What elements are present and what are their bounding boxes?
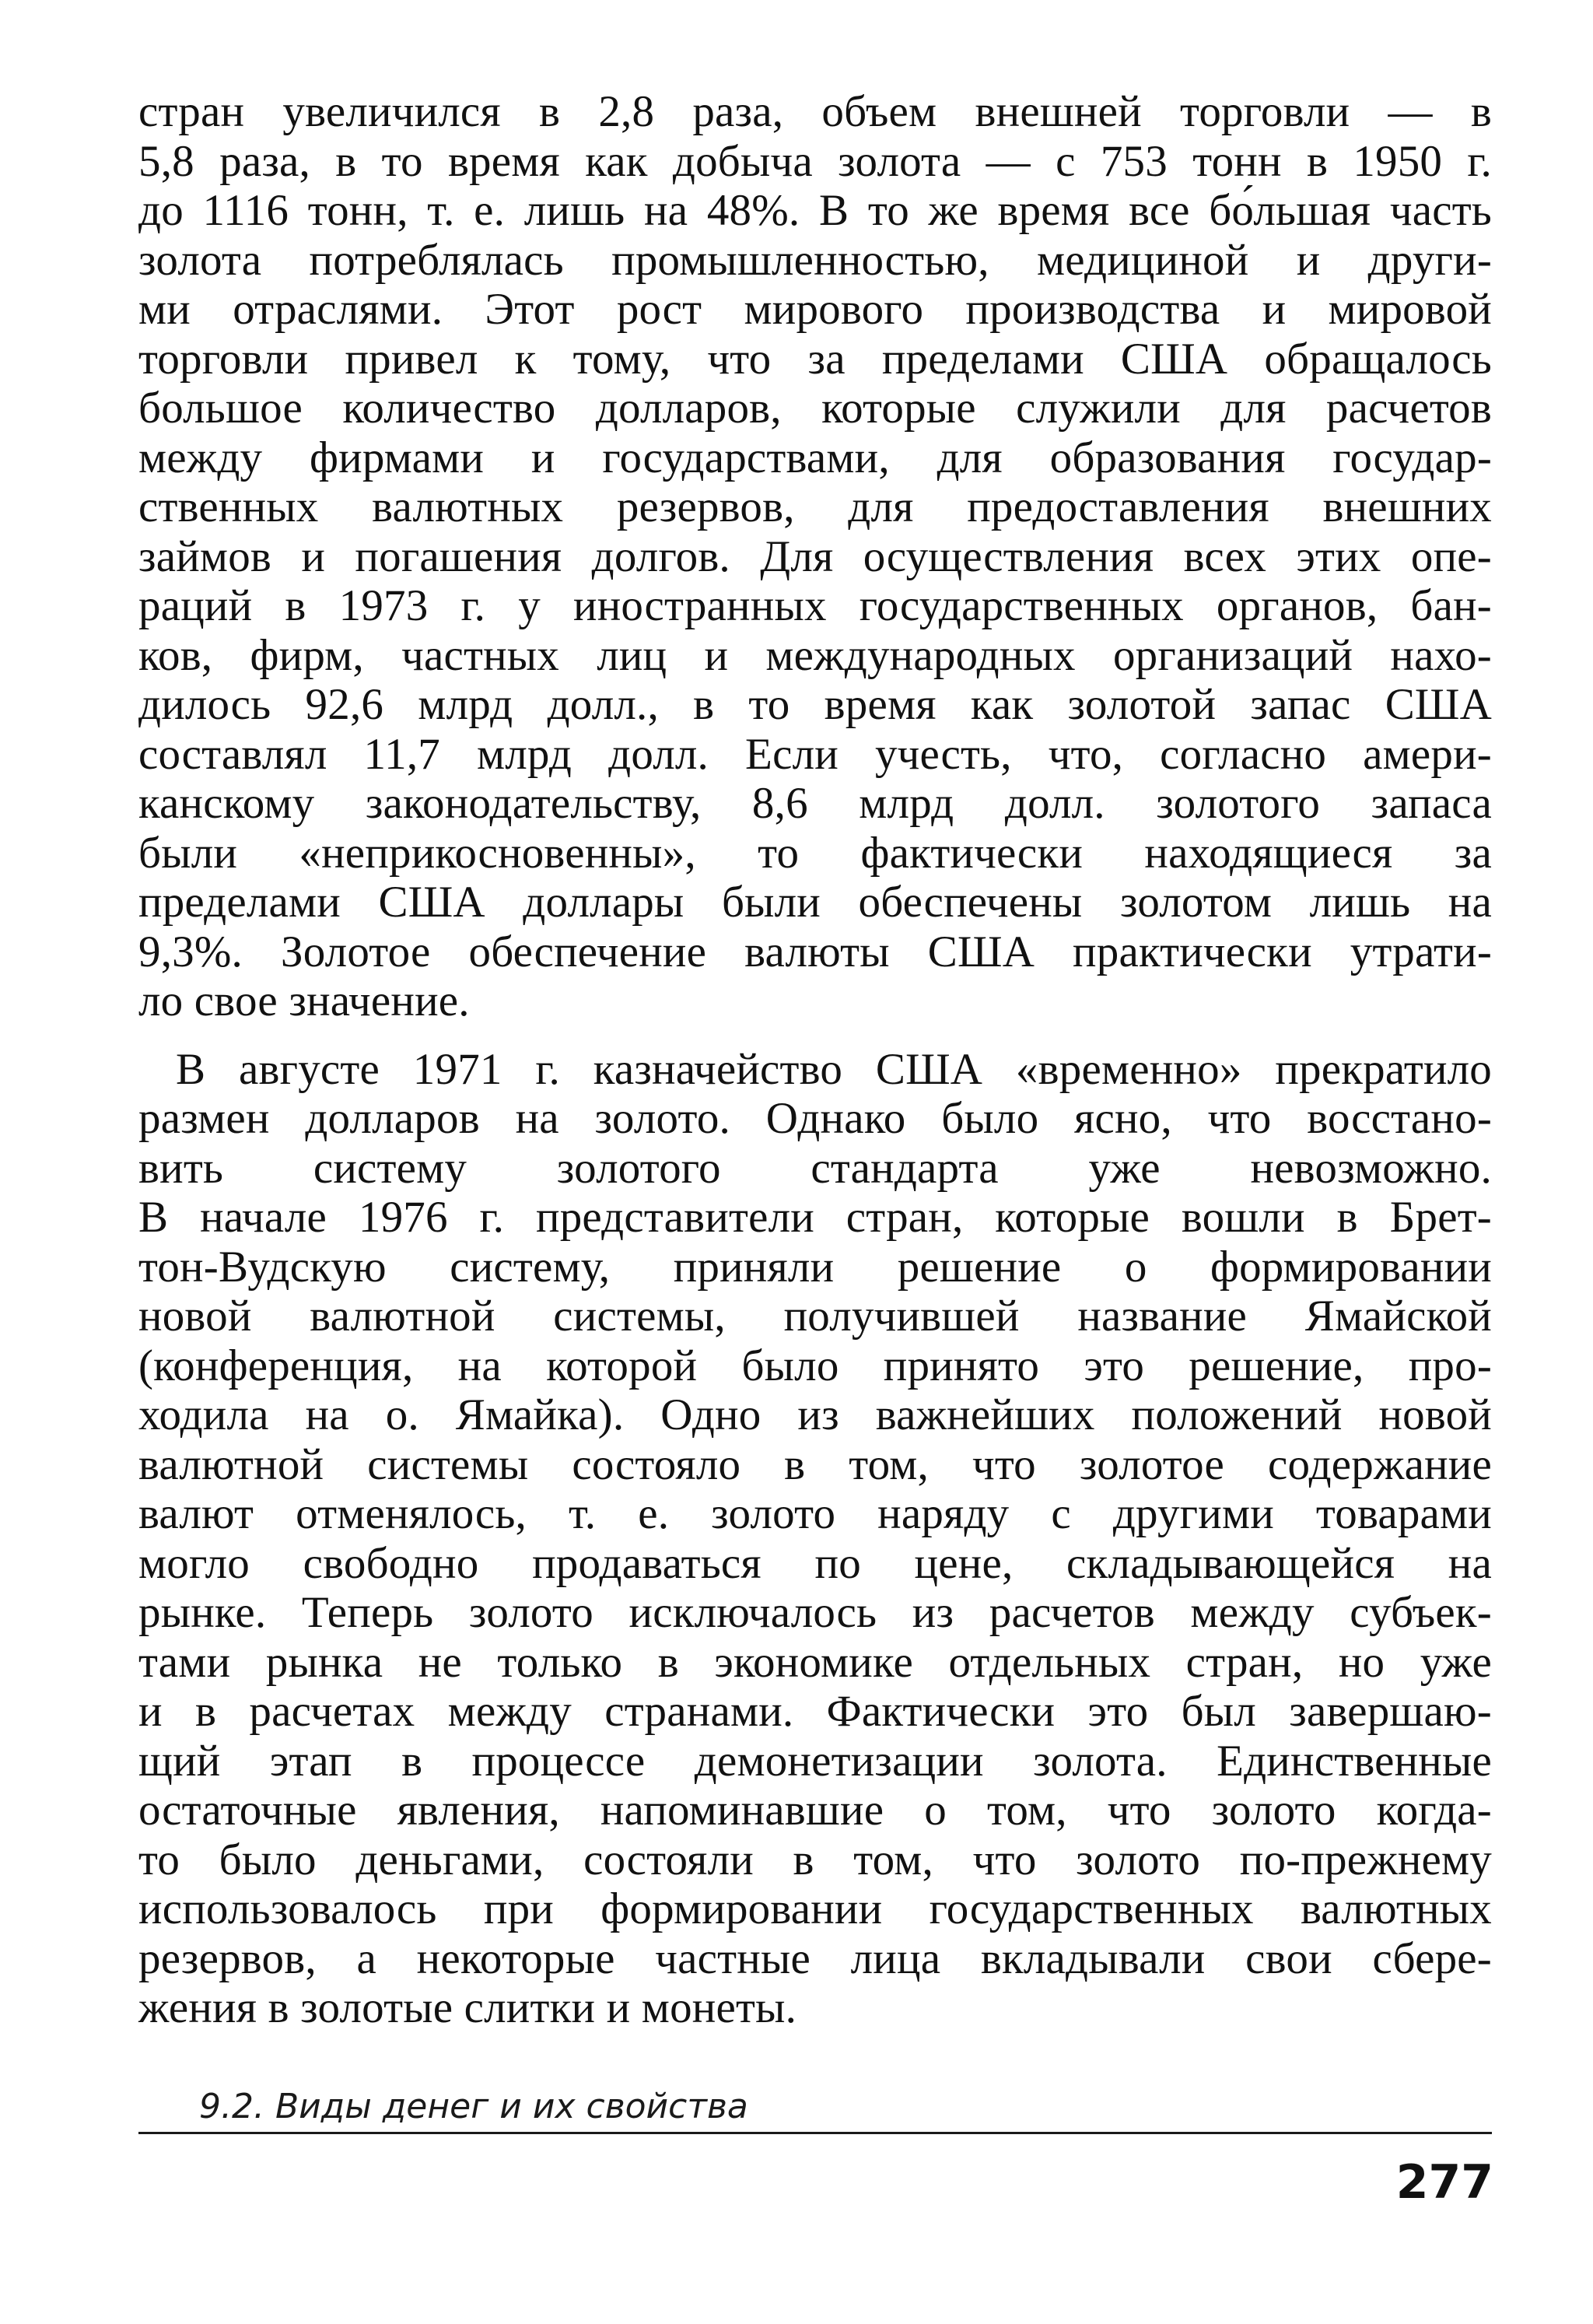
- text-line: 9,3%. Золотое обеспечение валюты США практически утрати-: [138, 927, 1492, 976]
- text-line: торговли привел к тому, что за пределами США обращалось: [138, 334, 1492, 384]
- text-line: тами рынка не только в экономике отдельных стран, но уже: [138, 1637, 1492, 1687]
- text-line: В начале 1976 г. представители стран, которые вошли в Брет-: [138, 1193, 1492, 1242]
- text-line: то было деньгами, состояли в том, что золото по-прежнему: [138, 1835, 1492, 1884]
- text-line: ственных валютных резервов, для предоставления внешних: [138, 482, 1492, 531]
- text-line: составлял 11,7 млрд долл. Если учесть, что, согласно амери-: [138, 729, 1492, 779]
- text-line: дилось 92,6 млрд долл., в то время как золотой запас США: [138, 680, 1492, 729]
- paragraph: [138, 87, 1492, 1026]
- text-line: 5,8 раза, в то время как добыча золота — с 753 тонн в 1950 г.: [138, 136, 1492, 186]
- paragraph: [138, 1045, 1492, 2033]
- text-line: ми отраслями. Этот рост мирового производства и мировой: [138, 285, 1492, 334]
- text-line: и в расчетах между странами. Фактически это был завершаю-: [138, 1687, 1492, 1736]
- text-line: могло свободно продаваться по цене, складывающейся на: [138, 1538, 1492, 1588]
- page-number: 277: [1395, 2155, 1493, 2210]
- text-line: канскому законодательству, 8,6 млрд долл. золотого запаса: [138, 779, 1492, 828]
- text-line: стран увеличился в 2,8 раза, объем внешней торговли — в: [138, 87, 1492, 136]
- text-line: остаточные явления, напоминавшие о том, что золото когда-: [138, 1786, 1492, 1835]
- text-line: ходила на о. Ямайка). Одно из важнейших положений новой: [138, 1390, 1492, 1439]
- text-line: рынке. Теперь золото исключалось из расчетов между субъек-: [138, 1588, 1492, 1637]
- text-line: между фирмами и государствами, для образования государ-: [138, 433, 1492, 482]
- text-line: использовалось при формировании государственных валютных: [138, 1884, 1492, 1933]
- text-line: жения в золотые слитки и монеты.: [138, 1983, 797, 2032]
- text-line: пределами США доллары были обеспечены золотом лишь на: [138, 878, 1492, 927]
- text-line: большое количество долларов, которые служили для расчетов: [138, 384, 1492, 433]
- text-line: тон-Вудскую систему, приняли решение о формировании: [138, 1242, 1492, 1292]
- text-line: были «неприкосновенны», то фактически находящиеся за: [138, 828, 1492, 878]
- text-line: В августе 1971 г. казначейство США «временно» прекратило: [176, 1044, 1492, 1094]
- text-line: ло свое значение.: [138, 976, 470, 1025]
- text-line: золота потреблялась промышленностью, медициной и други-: [138, 235, 1492, 285]
- footer-rule: [138, 2132, 1492, 2134]
- text-line: размен долларов на золото. Однако было ясно, что восстано-: [138, 1094, 1492, 1143]
- text-line: щий этап в процессе демонетизации золота. Единственные: [138, 1736, 1492, 1786]
- text-line: валют отменялось, т. е. золото наряду с другими товарами: [138, 1489, 1492, 1538]
- running-head: 9.2. Виды денег и их свойства: [199, 2087, 748, 2126]
- paragraph-gap: [138, 1026, 1492, 1045]
- text-line: вить систему золотого стандарта уже невозможно.: [138, 1143, 1492, 1193]
- text-line: валютной системы состояло в том, что золотое содержание: [138, 1439, 1492, 1489]
- text-line: займов и погашения долгов. Для осуществления всех этих опе-: [138, 531, 1492, 581]
- text-line: раций в 1973 г. у иностранных государственных органов, бан-: [138, 581, 1492, 630]
- body-text: [138, 87, 1492, 2033]
- text-line: резервов, а некоторые частные лица вкладывали свои сбере-: [138, 1933, 1492, 1983]
- text-line: (конференция, на которой было принято это решение, про-: [138, 1341, 1492, 1390]
- text-line: ков, фирм, частных лиц и международных организаций нахо-: [138, 630, 1492, 680]
- text-line: новой валютной системы, получившей название Ямайской: [138, 1292, 1492, 1341]
- text-line: до 1116 тонн, т. е. лишь на 48%. В то же время все бо́льшая часть: [138, 186, 1492, 235]
